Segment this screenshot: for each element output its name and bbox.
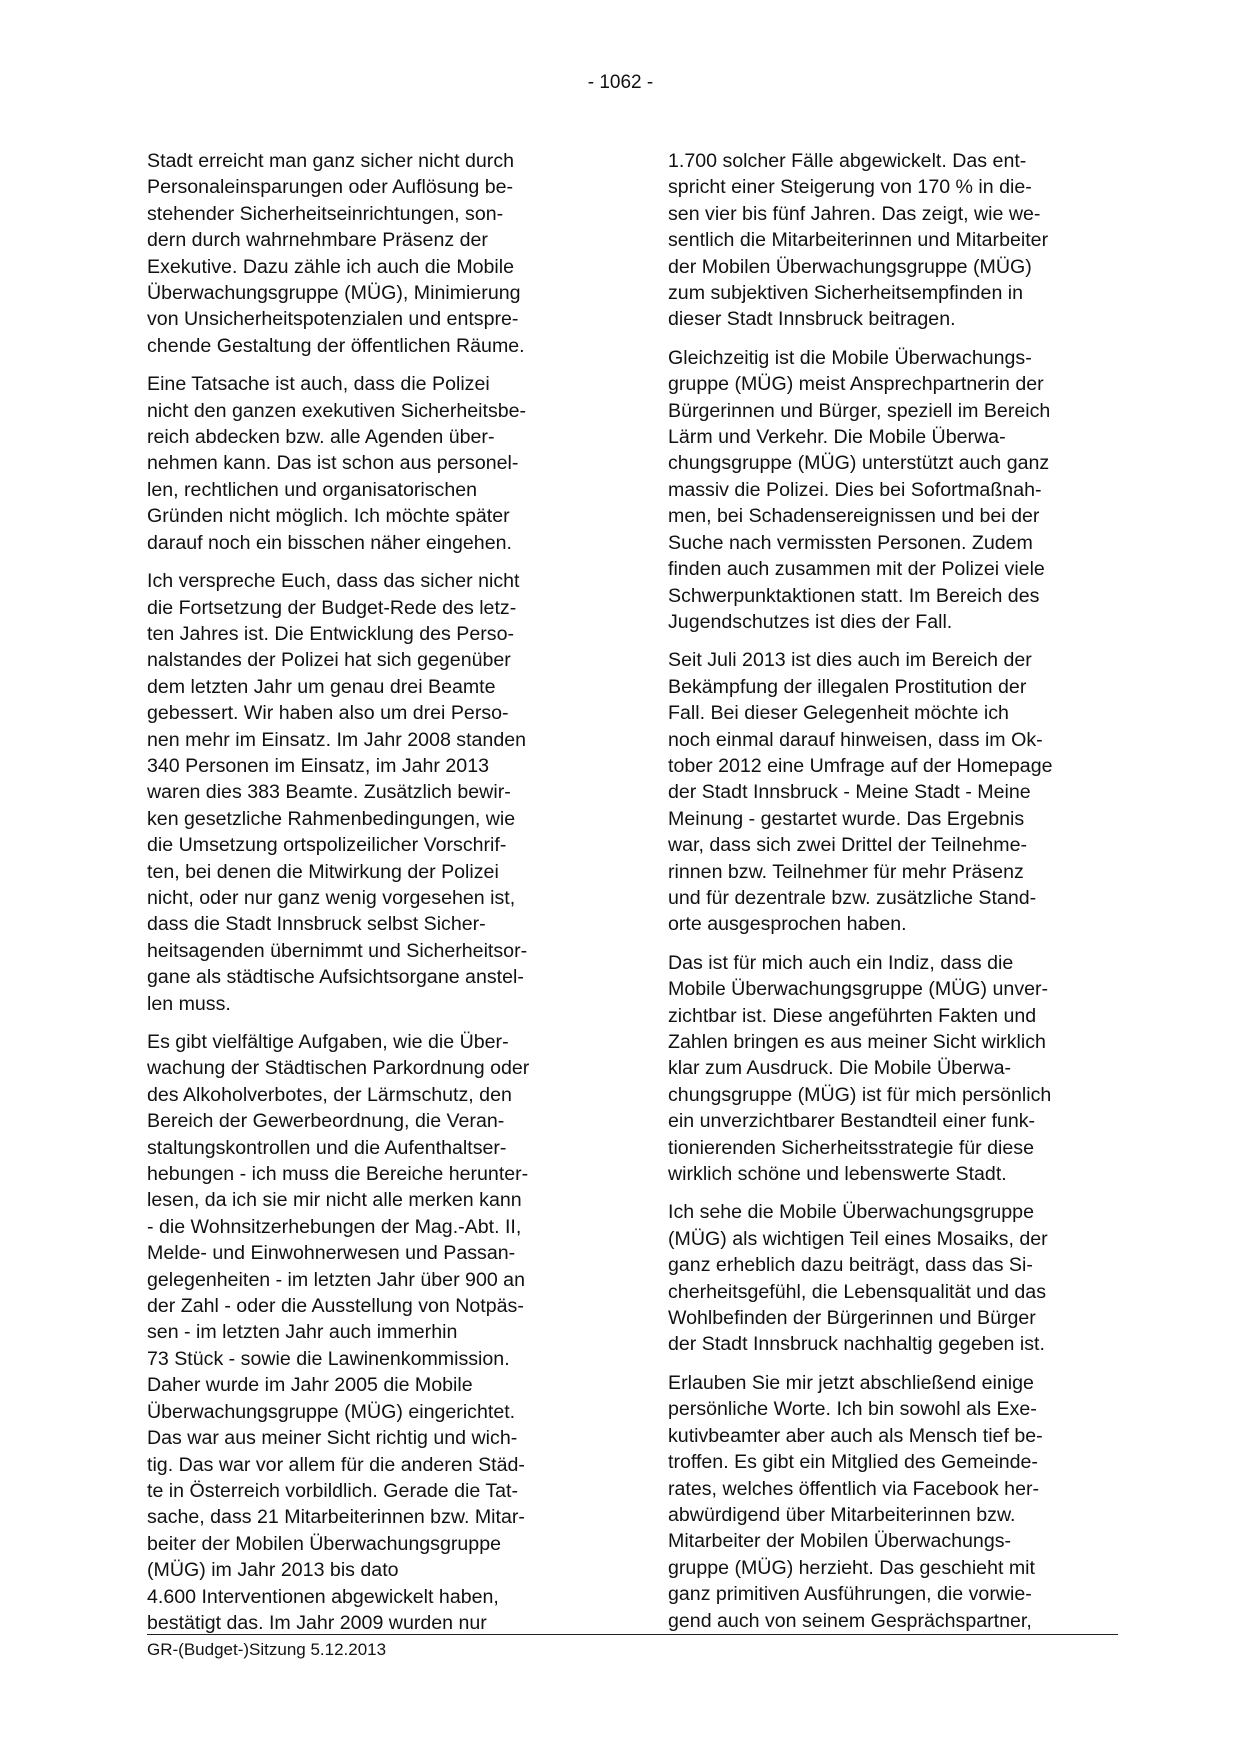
text-line: gebessert. Wir haben also um drei Perso- bbox=[147, 702, 509, 725]
text-line: Ich sehe die Mobile Überwachungsgruppe bbox=[668, 1201, 1034, 1224]
text-line: tober 2012 eine Umfrage auf der Homepage bbox=[668, 754, 1053, 777]
text-line: Überwachungsgruppe (MÜG) eingerichtet. bbox=[147, 1400, 516, 1423]
text-line: ganz primitiven Ausführungen, die vorwie- bbox=[668, 1583, 1032, 1606]
text-line: orte ausgesprochen haben. bbox=[668, 913, 907, 936]
text-line: der Stadt Innsbruck - Meine Stadt - Meine bbox=[668, 781, 1031, 804]
text-line: und für dezentrale bzw. zusätzliche Stand- bbox=[668, 886, 1037, 909]
text-line: Stadt erreicht man ganz sicher nicht durch bbox=[147, 150, 515, 172]
text-line: 1.700 solcher Fälle abgewickelt. Das ent- bbox=[668, 150, 1027, 172]
text-line: finden auch zusammen mit der Polizei viele bbox=[668, 558, 1045, 581]
text-line: Exekutive. Dazu zähle ich auch die Mobile bbox=[147, 255, 515, 278]
text-line: 73 Stück - sowie die Lawinenkommission. bbox=[147, 1347, 510, 1370]
text-line: Das war aus meiner Sicht richtig und wich- bbox=[147, 1427, 518, 1450]
text-line: ten, bei denen die Mitwirkung der Polizei bbox=[147, 860, 499, 883]
text-line: beiter der Mobilen Überwachungsgruppe bbox=[147, 1532, 501, 1555]
text-line: dieser Stadt Innsbruck beitragen. bbox=[668, 308, 956, 331]
text-line: staltungskontrollen und die Aufenthaltser- bbox=[147, 1136, 507, 1159]
text-line: zum subjektiven Sicherheitsempfinden in bbox=[668, 282, 1024, 305]
paragraph bbox=[668, 1199, 1120, 1357]
text-line: zichtbar ist. Diese angeführten Fakten und bbox=[668, 1004, 1037, 1027]
text-line: stehender Sicherheitseinrichtungen, son- bbox=[147, 202, 504, 225]
paragraph bbox=[668, 647, 1120, 937]
text-line: Daher wurde im Jahr 2005 die Mobile bbox=[147, 1374, 473, 1397]
text-line: Zahlen bringen es aus meiner Sicht wirklich bbox=[668, 1031, 1046, 1053]
text-line: nicht den ganzen exekutiven Sicherheitsbe- bbox=[147, 399, 527, 422]
text-line: gelegenheiten - im letzten Jahr über 900 an bbox=[147, 1268, 525, 1291]
text-line: reich abdecken bzw. alle Agenden über- bbox=[147, 426, 495, 449]
text-line: Das ist für mich auch ein Indiz, dass die bbox=[668, 951, 1014, 974]
text-line: abwürdigend über Mitarbeiterinnen bzw. bbox=[668, 1503, 1016, 1526]
text-line: massiv die Polizei. Dies bei Sofortmaßnah- bbox=[668, 478, 1042, 501]
text-line: der Mobilen Überwachungsgruppe (MÜG) bbox=[668, 255, 1032, 278]
paragraph bbox=[668, 1370, 1120, 1634]
text-line: Gleichzeitig ist die Mobile Überwachungs- bbox=[668, 346, 1032, 369]
text-line: spricht einer Steigerung von 170 % in die- bbox=[668, 176, 1032, 199]
text-line: len, rechtlichen und organisatorischen bbox=[147, 478, 478, 501]
text-line: gend auch von seinem Gesprächspartner, bbox=[668, 1609, 1032, 1632]
text-line: (MÜG) als wichtigen Teil eines Mosaiks, der bbox=[668, 1227, 1048, 1250]
text-line: 340 Personen im Einsatz, im Jahr 2013 bbox=[147, 754, 489, 777]
text-line: gruppe (MÜG) meist Ansprechpartnerin der bbox=[668, 373, 1044, 396]
text-line: dem letzten Jahr um genau drei Beamte bbox=[147, 675, 496, 698]
text-line: von Unsicherheitspotenzialen und entspre- bbox=[147, 308, 519, 331]
text-line: rates, welches öffentlich via Facebook her- bbox=[668, 1477, 1040, 1500]
text-line: ganz erheblich dazu beiträgt, dass das Si- bbox=[668, 1254, 1033, 1277]
text-line: cherheitsgefühl, die Lebensqualität und das bbox=[668, 1280, 1047, 1303]
text-line: war, dass sich zwei Drittel der Teilnehme- bbox=[668, 834, 1027, 857]
text-line: persönliche Worte. Ich bin sowohl als Exe- bbox=[668, 1398, 1037, 1421]
text-line: nalstandes der Polizei hat sich gegenüber bbox=[147, 649, 511, 672]
text-line: gane als städtische Aufsichtsorgane anstel- bbox=[147, 966, 524, 989]
text-line: rinnen bzw. Teilnehmer für mehr Präsenz bbox=[668, 860, 1024, 883]
text-line: chende Gestaltung der öffentlichen Räume. bbox=[147, 334, 525, 357]
text-line: hebungen - ich muss die Bereiche herunter- bbox=[147, 1163, 529, 1186]
text-line: ten Jahres ist. Die Entwicklung des Perso- bbox=[147, 622, 515, 645]
text-line: Bekämpfung der illegalen Prostitution der bbox=[668, 675, 1027, 698]
text-line: troffen. Es gibt ein Mitglied des Gemeinde- bbox=[668, 1451, 1038, 1474]
footer-divider bbox=[147, 1634, 1118, 1635]
text-line: dern durch wahrnehmbare Präsenz der bbox=[147, 229, 488, 252]
text-line: Mobile Überwachungsgruppe (MÜG) unver- bbox=[668, 978, 1049, 1001]
text-line: sen - im letzten Jahr auch immerhin bbox=[147, 1321, 458, 1344]
text-line: sen vier bis fünf Jahren. Das zeigt, wie we- bbox=[668, 202, 1041, 225]
text-line: der Zahl - oder die Ausstellung von Notpäs- bbox=[147, 1295, 524, 1318]
text-line: len muss. bbox=[147, 992, 231, 1015]
text-line: noch einmal darauf hinweisen, dass im Ok- bbox=[668, 728, 1043, 751]
text-line: chungsgruppe (MÜG) ist für mich persönlich bbox=[668, 1083, 1052, 1106]
text-line: Bürgerinnen und Bürger, speziell im Bereich bbox=[668, 399, 1051, 422]
text-line: des Alkoholverbotes, der Lärmschutz, den bbox=[147, 1083, 512, 1106]
left-text-column bbox=[147, 148, 599, 1648]
text-line: Eine Tatsache ist auch, dass die Polizei bbox=[147, 373, 490, 396]
text-line: nehmen kann. Das ist schon aus personel- bbox=[147, 452, 519, 475]
text-line: Suche nach vermissten Personen. Zudem bbox=[668, 531, 1033, 554]
paragraph bbox=[668, 345, 1120, 635]
text-line: Jugendschutzes ist dies der Fall. bbox=[668, 610, 953, 633]
text-line: kutivbeamter aber auch als Mensch tief be- bbox=[668, 1424, 1043, 1447]
text-line: Meinung - gestartet wurde. Das Ergebnis bbox=[668, 807, 1025, 830]
text-line: tionierenden Sicherheitsstrategie für diese bbox=[668, 1136, 1034, 1159]
text-line: lesen, da ich sie mir nicht alle merken kann bbox=[147, 1189, 522, 1212]
text-line: Mitarbeiter der Mobilen Überwachungs- bbox=[668, 1530, 1012, 1553]
text-line: Ich verspreche Euch, dass das sicher nicht bbox=[147, 570, 520, 593]
text-line: (MÜG) im Jahr 2013 bis dato bbox=[147, 1559, 399, 1582]
text-line: die Umsetzung ortspolizeilicher Vorschrif- bbox=[147, 834, 507, 857]
text-line: ken gesetzliche Rahmenbedingungen, wie bbox=[147, 807, 516, 830]
text-line: Überwachungsgruppe (MÜG), Minimierung bbox=[147, 282, 521, 305]
text-line: Wohlbefinden der Bürgerinnen und Bürger bbox=[668, 1307, 1036, 1330]
text-line: bestätigt das. Im Jahr 2009 wurden nur bbox=[147, 1611, 487, 1634]
text-line: Fall. Bei dieser Gelegenheit möchte ich bbox=[668, 702, 1009, 725]
right-text-column bbox=[668, 148, 1120, 1646]
text-line: wachung der Städtischen Parkordnung oder bbox=[147, 1057, 530, 1080]
text-line: Bereich der Gewerbeordnung, die Veran- bbox=[147, 1110, 505, 1133]
text-line: Es gibt vielfältige Aufgaben, wie die Über- bbox=[147, 1031, 509, 1053]
text-line: 4.600 Interventionen abgewickelt haben, bbox=[147, 1585, 499, 1608]
text-line: sentlich die Mitarbeiterinnen und Mitarbeiter bbox=[668, 229, 1049, 252]
footer-session-label: GR-(Budget-)Sitzung 5.12.2013 bbox=[147, 1640, 387, 1659]
page-number: - 1062 - bbox=[587, 72, 654, 93]
text-line: darauf noch ein bisschen näher eingehen. bbox=[147, 531, 512, 554]
text-line: Melde- und Einwohnerwesen und Passan- bbox=[147, 1242, 516, 1265]
text-line: Gründen nicht möglich. Ich möchte später bbox=[147, 505, 510, 528]
paragraph bbox=[147, 371, 599, 556]
text-line: Erlauben Sie mir jetzt abschließend einige bbox=[668, 1371, 1034, 1394]
text-line: der Stadt Innsbruck nachhaltig gegeben ist. bbox=[668, 1333, 1045, 1356]
paragraph bbox=[147, 568, 599, 1017]
text-line: men, bei Schadensereignissen und bei der bbox=[668, 505, 1040, 528]
text-line: Lärm und Verkehr. Die Mobile Überwa- bbox=[668, 426, 1006, 449]
text-line: nicht, oder nur ganz wenig vorgesehen ist, bbox=[147, 886, 516, 909]
text-line: heitsagenden übernimmt und Sicherheitsor- bbox=[147, 939, 528, 962]
text-line: tig. Das war vor allem für die anderen Städ- bbox=[147, 1453, 525, 1476]
text-line: dass die Stadt Innsbruck selbst Sicher- bbox=[147, 913, 486, 936]
paragraph bbox=[668, 148, 1120, 333]
text-line: klar zum Ausdruck. Die Mobile Überwa- bbox=[668, 1057, 1012, 1080]
text-line: Seit Juli 2013 ist dies auch im Bereich der bbox=[668, 649, 1032, 672]
text-line: die Fortsetzung der Budget-Rede des letz- bbox=[147, 596, 517, 619]
text-line: gruppe (MÜG) herzieht. Das geschieht mit bbox=[668, 1556, 1035, 1579]
text-line: Personaleinsparungen oder Auflösung be- bbox=[147, 176, 514, 199]
text-line: - die Wohnsitzerhebungen der Mag.-Abt. II, bbox=[147, 1215, 522, 1238]
text-line: chungsgruppe (MÜG) unterstützt auch ganz bbox=[668, 452, 1050, 475]
text-line: Schwerpunktaktionen statt. Im Bereich des bbox=[668, 584, 1040, 607]
paragraph bbox=[668, 950, 1120, 1188]
text-line: ein unverzichtbarer Bestandteil einer funk- bbox=[668, 1110, 1036, 1133]
paragraph bbox=[147, 148, 599, 359]
text-line: waren dies 383 Beamte. Zusätzlich bewir- bbox=[147, 781, 511, 804]
paragraph bbox=[147, 1029, 599, 1636]
text-line: wirklich schöne und lebenswerte Stadt. bbox=[668, 1163, 1007, 1186]
text-line: nen mehr im Einsatz. Im Jahr 2008 standen bbox=[147, 728, 527, 751]
text-line: sache, dass 21 Mitarbeiterinnen bzw. Mitar- bbox=[147, 1506, 525, 1529]
text-line: te in Österreich vorbildlich. Gerade die Tat- bbox=[147, 1479, 518, 1502]
